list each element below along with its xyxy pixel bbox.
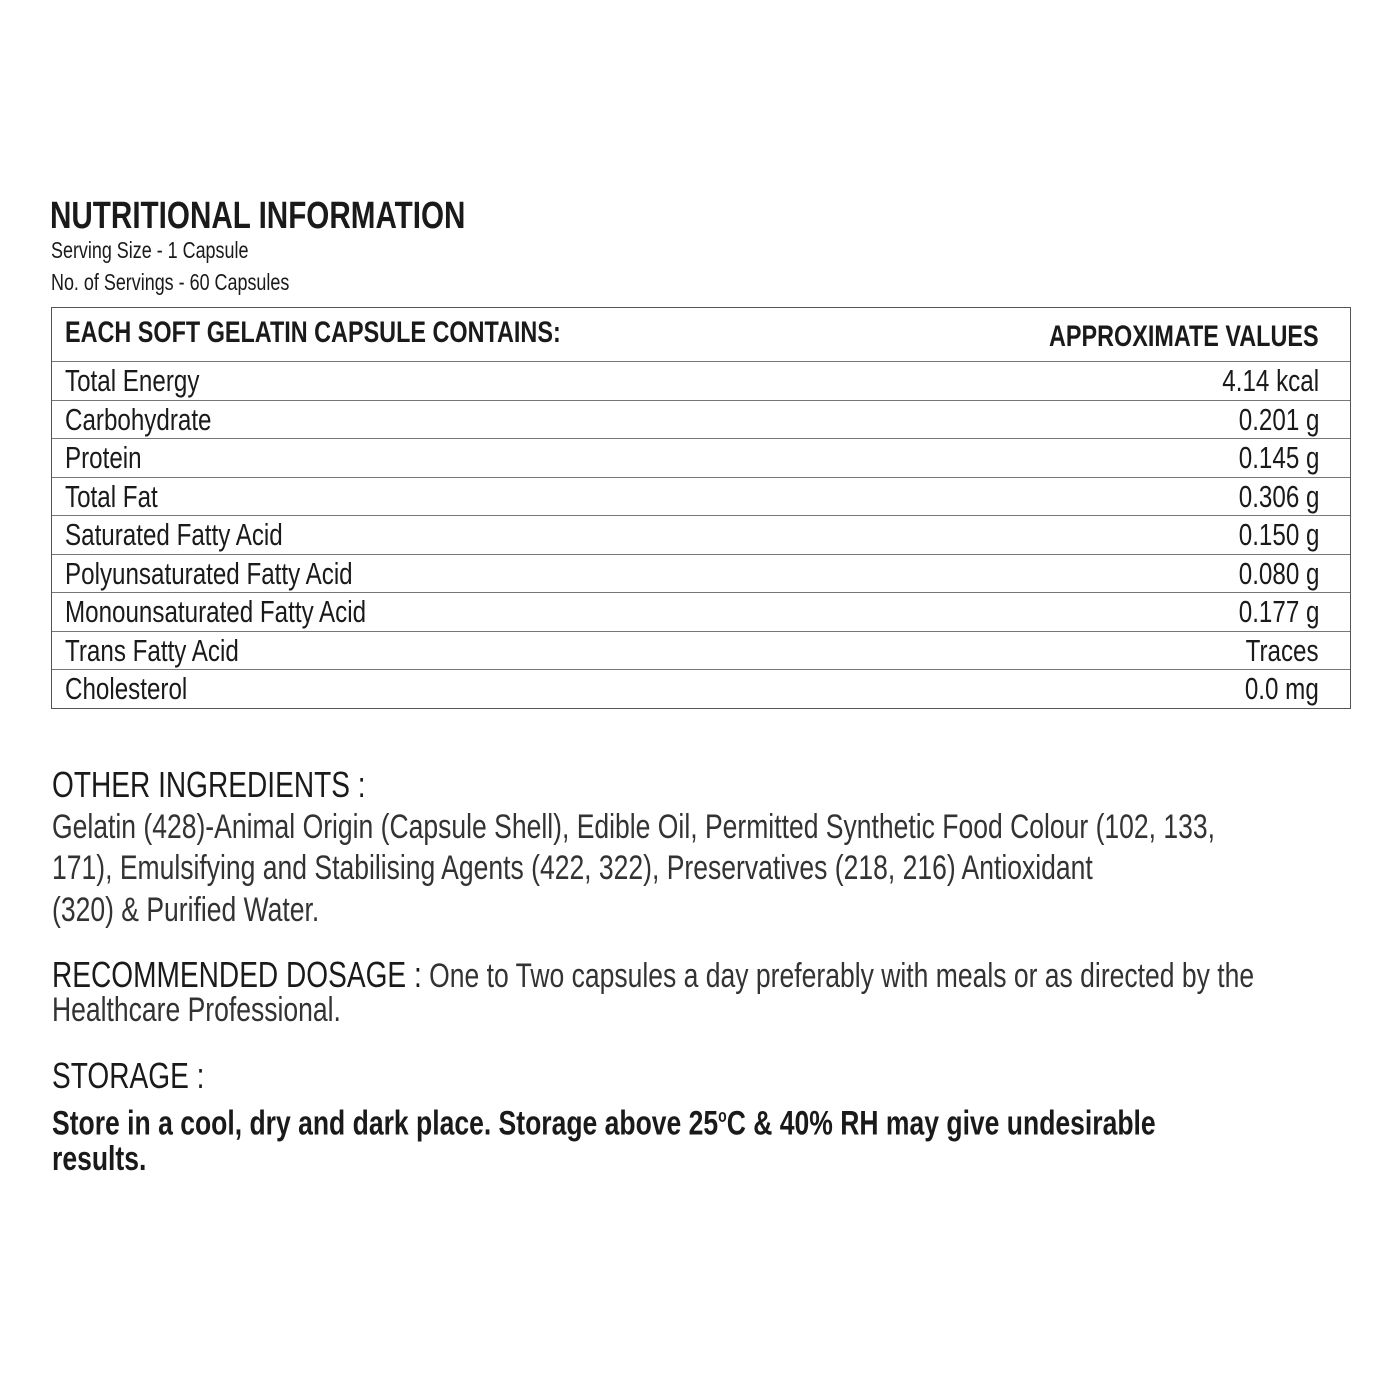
table-row bbox=[52, 438, 1350, 477]
table-row bbox=[52, 515, 1350, 554]
table-row bbox=[52, 361, 1350, 400]
nutrition-table bbox=[51, 307, 1351, 709]
dosage-text-line2: Healthcare Professional. bbox=[52, 991, 341, 1029]
nutrient-label: Monounsaturated Fatty Acid bbox=[65, 594, 367, 629]
nutrient-value: 0.306 g bbox=[1238, 478, 1319, 514]
nutrient-label: Total Energy bbox=[65, 363, 200, 398]
nutrient-value: Traces bbox=[1245, 632, 1319, 668]
other-ingredients-line: 171), Emulsifying and Stabilising Agents (422, 322), Preservatives (218, 216) Antioxidant bbox=[52, 849, 1093, 887]
nutrient-value: 4.14 kcal bbox=[1222, 363, 1319, 398]
serving-size: Serving Size - 1 Capsule bbox=[51, 237, 249, 263]
dosage-label: RECOMMENDED DOSAGE : bbox=[52, 954, 422, 995]
nutrient-label: Carbohydrate bbox=[65, 401, 212, 437]
nutrient-label: Polyunsaturated Fatty Acid bbox=[65, 555, 353, 591]
table-row bbox=[52, 669, 1350, 708]
nutrient-value: 0.080 g bbox=[1238, 555, 1319, 591]
table-row bbox=[52, 400, 1350, 439]
column-header-contains: EACH SOFT GELATIN CAPSULE CONTAINS: bbox=[65, 316, 561, 349]
dosage-text: One to Two capsules a day preferably with meals or as directed by the bbox=[429, 957, 1255, 995]
column-header-values: APPROXIMATE VALUES bbox=[1049, 320, 1319, 353]
nutrient-value: 0.177 g bbox=[1238, 594, 1319, 629]
nutrient-label: Total Fat bbox=[65, 478, 158, 514]
nutrient-label: Cholesterol bbox=[65, 671, 188, 706]
other-ingredients-line: Gelatin (428)-Animal Origin (Capsule Shell), Edible Oil, Permitted Synthetic Food Colour (102, 133, bbox=[52, 808, 1216, 846]
nutrient-value: 0.150 g bbox=[1238, 517, 1319, 552]
nutrient-label: Saturated Fatty Acid bbox=[65, 517, 283, 552]
nutrient-label: Protein bbox=[65, 440, 142, 475]
nutrient-value: 0.145 g bbox=[1238, 440, 1319, 475]
table-header-row bbox=[52, 308, 1350, 361]
other-ingredients-heading: OTHER INGREDIENTS : bbox=[52, 764, 366, 805]
table-row bbox=[52, 477, 1350, 516]
storage-text-line2: results. bbox=[52, 1140, 147, 1178]
table-row bbox=[52, 592, 1350, 631]
storage-heading: STORAGE : bbox=[52, 1055, 205, 1096]
other-ingredients-line: (320) & Purified Water. bbox=[52, 891, 320, 929]
table-row bbox=[52, 554, 1350, 593]
page-title: NUTRITIONAL INFORMATION bbox=[50, 195, 466, 237]
table-row bbox=[52, 631, 1350, 670]
servings-count: No. of Servings - 60 Capsules bbox=[51, 269, 290, 295]
storage-text: Store in a cool, dry and dark place. Storage above 25$^o$C & 40% RH may give undesirable bbox=[52, 1104, 1156, 1143]
nutrient-value: 0.201 g bbox=[1238, 401, 1319, 437]
degree-symbol: o bbox=[718, 1106, 727, 1126]
nutrient-label: Trans Fatty Acid bbox=[65, 632, 239, 668]
nutrient-value: 0.0 mg bbox=[1245, 671, 1319, 706]
